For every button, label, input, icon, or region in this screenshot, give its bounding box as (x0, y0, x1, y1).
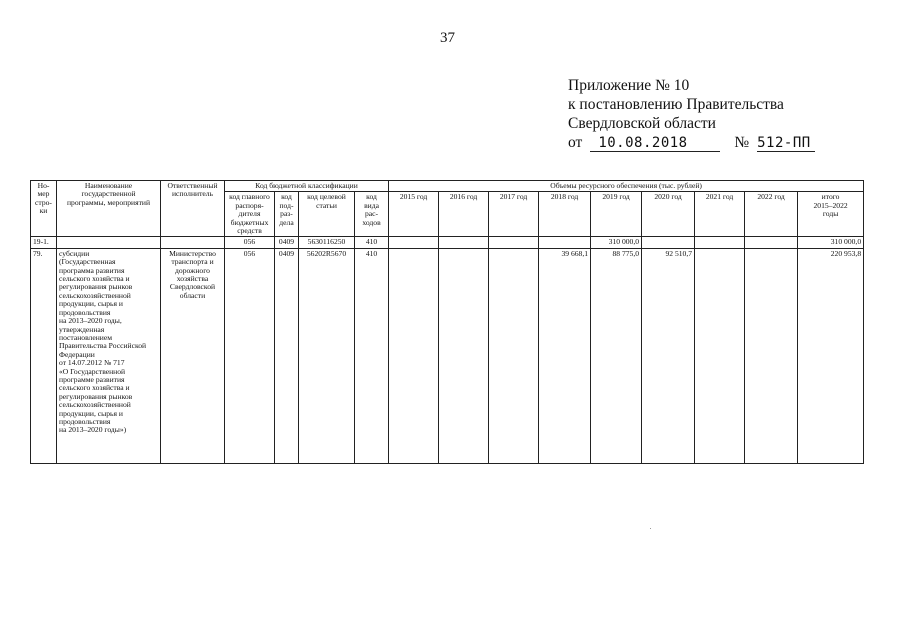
value-cell: 92 510,7 (642, 248, 695, 463)
expense-type-cell: 410 (355, 248, 389, 463)
header-name: Наименование государственной программы, мероприятий (57, 181, 161, 237)
value-cell (439, 248, 489, 463)
subsection-cell: 0409 (275, 248, 299, 463)
expense-type-cell: 410 (355, 237, 389, 248)
header-chief-manager-code: код главного распоря- дителя бюджетных средств (225, 192, 275, 237)
executor-cell: Министерство транспорта и дорожного хозяйства Свердловской области (161, 248, 225, 463)
value-cell (745, 248, 798, 463)
row-number-cell: 19-1. (31, 237, 57, 248)
header-year: 2017 год (489, 192, 539, 237)
resolution-date: 10.08.2018 (590, 136, 720, 152)
total-cell: 220 953,8 (798, 248, 864, 463)
name-cell (57, 237, 161, 248)
header-year: 2015 год (389, 192, 439, 237)
value-cell (642, 237, 695, 248)
chief-code-cell: 056 (225, 248, 275, 463)
total-cell: 310 000,0 (798, 237, 864, 248)
value-cell: 310 000,0 (591, 237, 642, 248)
header-row-1 (31, 181, 864, 192)
appendix-region-line: Свердловской области (568, 115, 716, 132)
row-number-cell: 79. (31, 248, 57, 463)
value-cell (695, 248, 745, 463)
resolution-number: 512-ПП (757, 136, 815, 152)
table-row (31, 248, 864, 463)
appendix-title: Приложение № 10 (568, 77, 690, 94)
value-cell (695, 237, 745, 248)
budget-table (30, 180, 864, 464)
header-funding-group: Объемы ресурсного обеспечения (тыс. рублей) (389, 181, 864, 192)
header-budget-code-group: Код бюджетной классификации (225, 181, 389, 192)
name-cell: субсидии (Государственная программа развития сельского хозяйства и регулирования рынков сельскохозяйственной продукции, сырья и продовольствия на 2013–2020 годы, утвержденная постановлением Правительства Российской Федерации от 14.07.2012 № 717 «О Государственной программе развития сельского хозяйства и регулирования рынков сельскохозяйственной продукции, сырья и продовольствия на 2013–2020 годы») (57, 248, 161, 463)
header-total: итого 2015–2022 годы (798, 192, 864, 237)
value-cell (389, 237, 439, 248)
appendix-block (568, 76, 815, 152)
header-year: 2016 год (439, 192, 489, 237)
value-cell (489, 248, 539, 463)
header-year: 2018 год (539, 192, 591, 237)
page-number: 37 (440, 30, 455, 46)
appendix-date-number-row (568, 133, 815, 152)
number-label: № (734, 134, 750, 151)
value-cell (389, 248, 439, 463)
value-cell (745, 237, 798, 248)
target-code-cell: 56202R5670 (299, 248, 355, 463)
header-subsection-code: код под- раз- дела (275, 192, 299, 237)
value-cell (439, 237, 489, 248)
executor-cell (161, 237, 225, 248)
table-row (31, 237, 864, 248)
header-year: 2022 год (745, 192, 798, 237)
value-cell: 39 668,1 (539, 248, 591, 463)
value-cell (489, 237, 539, 248)
scan-speck (650, 528, 651, 529)
header-year: 2021 год (695, 192, 745, 237)
header-row-number: Но- мер стро- ки (31, 181, 57, 237)
target-code-cell: 5630116250 (299, 237, 355, 248)
header-target-item-code: код целевой статьи (299, 192, 355, 237)
header-year: 2020 год (642, 192, 695, 237)
header-executor: Ответственный исполнитель (161, 181, 225, 237)
subsection-cell: 0409 (275, 237, 299, 248)
header-expense-type-code: код вида рас- ходов (355, 192, 389, 237)
header-year: 2019 год (591, 192, 642, 237)
appendix-resolution-line: к постановлению Правительства (568, 96, 784, 113)
from-label: от (568, 134, 583, 151)
value-cell (539, 237, 591, 248)
value-cell: 88 775,0 (591, 248, 642, 463)
chief-code-cell: 056 (225, 237, 275, 248)
